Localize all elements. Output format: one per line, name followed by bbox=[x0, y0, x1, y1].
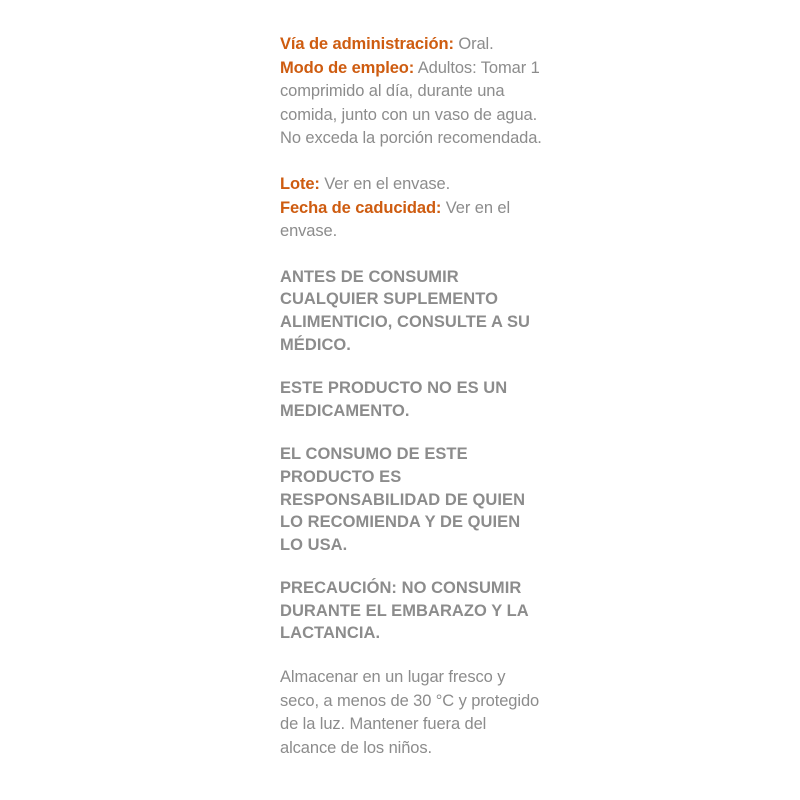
route-of-administration-value: Oral. bbox=[453, 35, 494, 53]
warning-pregnancy-lactation: PRECAUCIÓN: NO CONSUMIR DURANTE EL EMBARAZO Y LA LACTANCIA. bbox=[280, 579, 529, 643]
expiry-date-value: Ver en el envase. bbox=[280, 198, 511, 241]
administration-paragraph bbox=[280, 33, 542, 151]
usage-instructions-value: Adultos: Tomar 1 comprimido al día, durante una comida, junto con un vaso de agua. No exceda la porción recomendada. bbox=[280, 58, 542, 148]
storage-instructions: Almacenar en un lugar fresco y seco, a menos de 30 °C y protegido de la luz. Mantener fuera del alcance de los niños. bbox=[280, 668, 540, 757]
lot-value: Ver en el envase. bbox=[319, 174, 451, 193]
lot-label: Lote: bbox=[280, 174, 320, 193]
warning-consult-physician: ANTES DE CONSUMIR CUALQUIER SUPLEMENTO ALIMENTICIO, CONSULTE A SU MÉDICO. bbox=[280, 267, 531, 354]
expiry-date-label: Fecha de caducidad: bbox=[280, 198, 442, 217]
warning-not-a-medicine: ESTE PRODUCTO NO ES UN MEDICAMENTO. bbox=[280, 379, 508, 420]
usage-instructions-label: Modo de empleo: bbox=[280, 58, 415, 77]
route-of-administration-label: Vía de administración: bbox=[280, 35, 454, 53]
batch-paragraph bbox=[280, 173, 542, 244]
warning-consumer-responsibility: EL CONSUMO DE ESTE PRODUCTO ES RESPONSABILIDAD DE QUIEN LO RECOMIENDA Y DE QUIEN LO USA. bbox=[280, 445, 526, 554]
label-text-column bbox=[280, 33, 542, 760]
